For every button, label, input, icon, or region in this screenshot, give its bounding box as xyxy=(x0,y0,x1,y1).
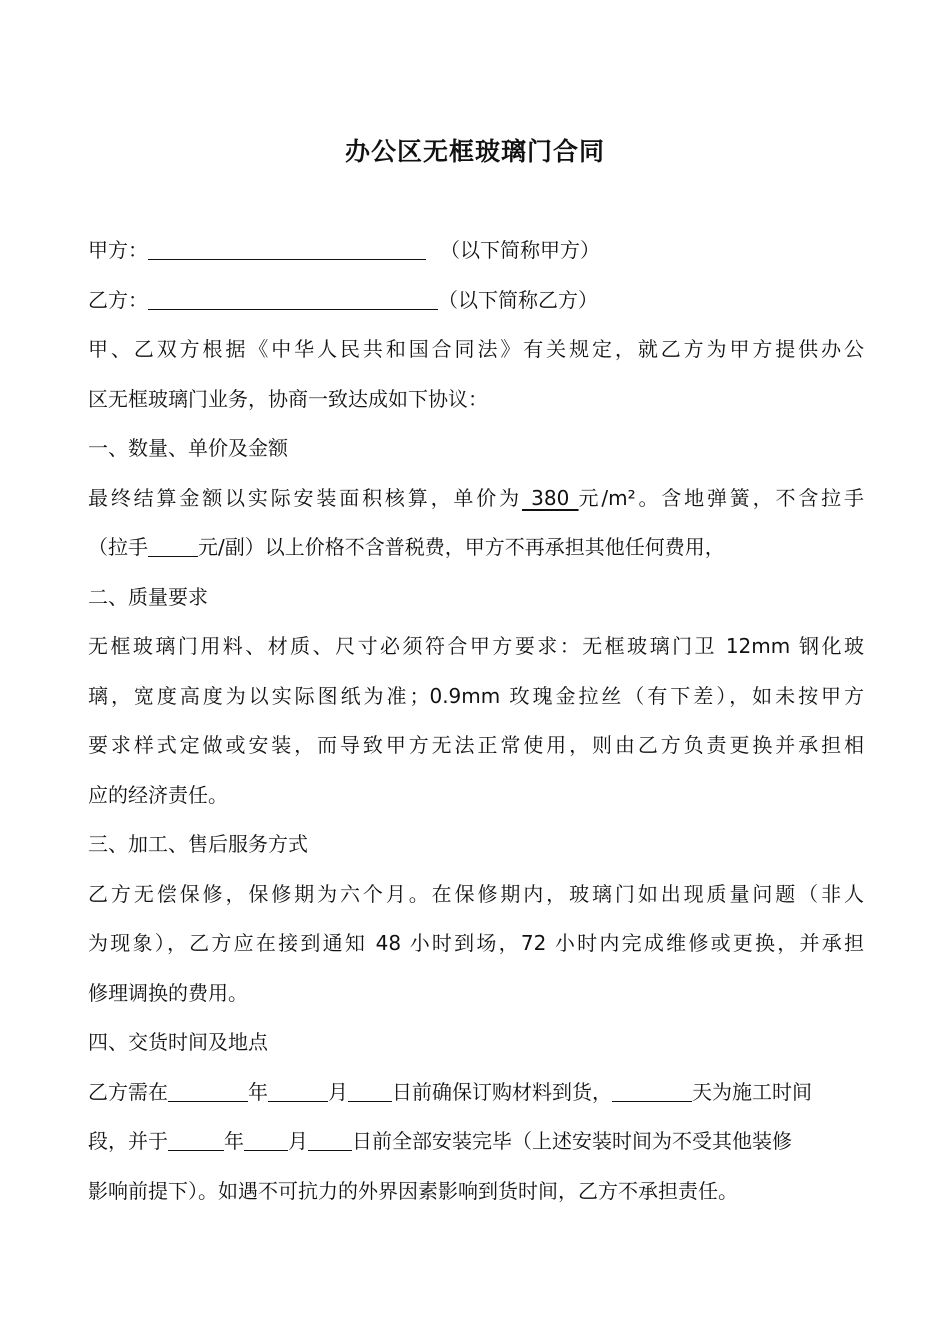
party-b-line xyxy=(88,276,864,326)
install-text-4: 日前全部安装完毕（上述安装时间为不受其他装修 xyxy=(352,1129,792,1153)
handle-suffix: 元/副）以上价格不含普税费，甲方不再承担其他任何费用， xyxy=(198,535,725,559)
section-2-line-1: 无框玻璃门用料、材质、尺寸必须符合甲方要求：无框玻璃门卫 12mm 钢化玻 xyxy=(88,634,864,658)
section-2-line-3: 要求样式定做或安装，而导致甲方无法正常使用，则由乙方负责更换并承担相 xyxy=(88,733,864,757)
party-b-label: 乙方： xyxy=(88,287,148,312)
install-year-blank xyxy=(168,1126,224,1151)
unit-price: 380 xyxy=(521,485,579,510)
party-a-note: （以下简称甲方） xyxy=(440,238,600,262)
section-2-line-2: 璃，宽度高度为以实际图纸为准；0.9mm 玫瑰金拉丝（有下差），如未按甲方 xyxy=(88,683,864,708)
install-day-blank xyxy=(308,1126,352,1151)
intro-line-2: 区无框玻璃门业务，协商一致达成如下协议： xyxy=(88,386,488,411)
section-1-heading: 一、数量、单价及金额 xyxy=(88,436,288,460)
document-title: 办公区无框玻璃门合同 xyxy=(344,137,605,166)
delivery-text-2: 年 xyxy=(248,1079,268,1104)
delivery-text-1: 乙方需在 xyxy=(88,1079,168,1104)
delivery-text-3: 月 xyxy=(328,1079,348,1104)
intro-line-1: 甲、乙双方根据《中华人民共和国合同法》有关规定，就乙方为甲方提供办公 xyxy=(88,337,864,361)
delivery-month-blank xyxy=(268,1077,328,1102)
section-2-heading: 二、质量要求 xyxy=(88,584,208,609)
party-b-note: （以下简称乙方） xyxy=(438,287,598,312)
section-2-line-4: 应的经济责任。 xyxy=(88,782,228,807)
price-prefix: 最终结算金额以实际安装面积核算，单价为 xyxy=(88,485,522,510)
party-a-line xyxy=(88,226,864,276)
delivery-text-4: 日前确保订购材料到货， xyxy=(392,1079,612,1104)
install-month-blank xyxy=(244,1126,288,1151)
section-3-heading: 三、加工、售后服务方式 xyxy=(88,832,308,856)
party-b-blank xyxy=(148,285,438,310)
delivery-day-blank xyxy=(348,1077,392,1102)
section-3-line-1: 乙方无偿保修，保修期为六个月。在保修期内，玻璃门如出现质量问题（非人 xyxy=(88,881,864,906)
install-text-3: 月 xyxy=(288,1129,308,1153)
section-4-line-2 xyxy=(88,1117,864,1167)
price-suffix: 元/m²。含地弹簧，不含拉手 xyxy=(578,485,865,510)
install-text-2: 年 xyxy=(224,1129,244,1153)
section-4-line-3: 影响前提下）。如遇不可抗力的外界因素影响到货时间，乙方不承担责任。 xyxy=(88,1178,738,1203)
construction-days-blank xyxy=(612,1077,692,1102)
handle-price-blank xyxy=(148,532,198,557)
section-4-heading: 四、交货时间及地点 xyxy=(88,1030,268,1054)
section-3-line-2: 为现象），乙方应在接到通知 48 小时到场，72 小时内完成维修或更换，并承担 xyxy=(88,931,864,955)
install-text-1: 段，并于 xyxy=(88,1129,168,1153)
party-a-blank xyxy=(148,235,426,260)
delivery-text-5: 天为施工时间 xyxy=(692,1079,812,1104)
section-3-line-3: 修理调换的费用。 xyxy=(88,980,248,1005)
party-a-label: 甲方： xyxy=(88,238,148,262)
delivery-year-blank xyxy=(168,1077,248,1102)
handle-prefix: （拉手 xyxy=(88,535,148,559)
section-1-line-2 xyxy=(88,523,864,573)
contract-body xyxy=(88,226,864,1216)
section-4-line-1 xyxy=(88,1068,864,1118)
section-1-line-1 xyxy=(88,474,864,524)
